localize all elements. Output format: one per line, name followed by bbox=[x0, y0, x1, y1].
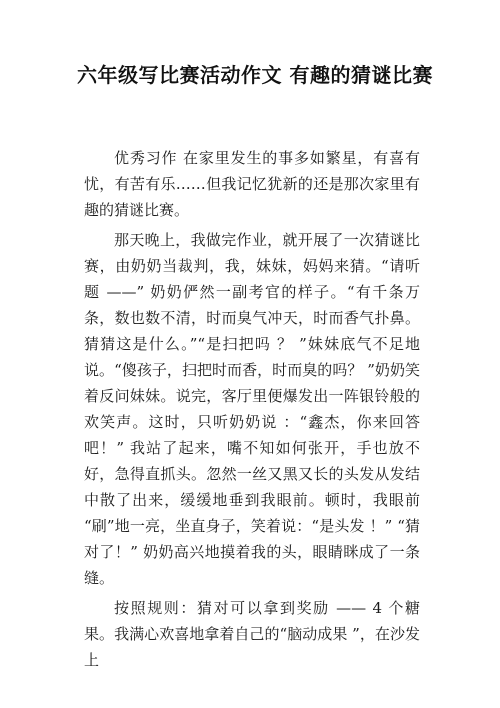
document-title: 六年级写比赛活动作文 有趣的猜谜比赛 bbox=[77, 63, 433, 87]
paragraph: 那天晚上，我做完作业，就开展了一次猜谜比赛，由奶奶当裁判，我，妹妹，妈妈来猜。“请听题 ——” 奶奶俨然一副考官的样子。“有千条万条，数也数不清，时而臭气冲天，时而香气扑鼻。猜猜这是什么。”“是扫把吗 ？ ”妹妹底气不足地说。“傻孩子，扫把时而香，时而臭的吗？ ”奶奶笑着反问妹妹。说完，客厅里便爆发出一阵银铃般的欢笑声。这时，只听奶奶说 ：“鑫杰，你来回答吧！” 我站了起来，嘴不知如何张开，手也放不好，急得直抓头。忽然一丝又黑又长的头发从发结中散了出来，缓缓地垂到我眼前。顿时，我眼前 “刷”地一亮，坐直身子，笑着说：“是头发 ！” “猜对了！” 奶奶高兴地摸着我的头，眼睛眯成了一条缝。 bbox=[84, 231, 420, 587]
document-body bbox=[84, 145, 420, 677]
paragraph: 按照规则：猜对可以拿到奖励 —— 4 个糖果。我满心欢喜地拿着自己的“脑动成果 ”，在沙发上 bbox=[84, 599, 420, 669]
paragraph: 优秀习作 在家里发生的事多如繁星，有喜有忧，有苦有乐……但我记忆犹新的还是那次家里有趣的猜谜比赛。 bbox=[84, 149, 420, 219]
